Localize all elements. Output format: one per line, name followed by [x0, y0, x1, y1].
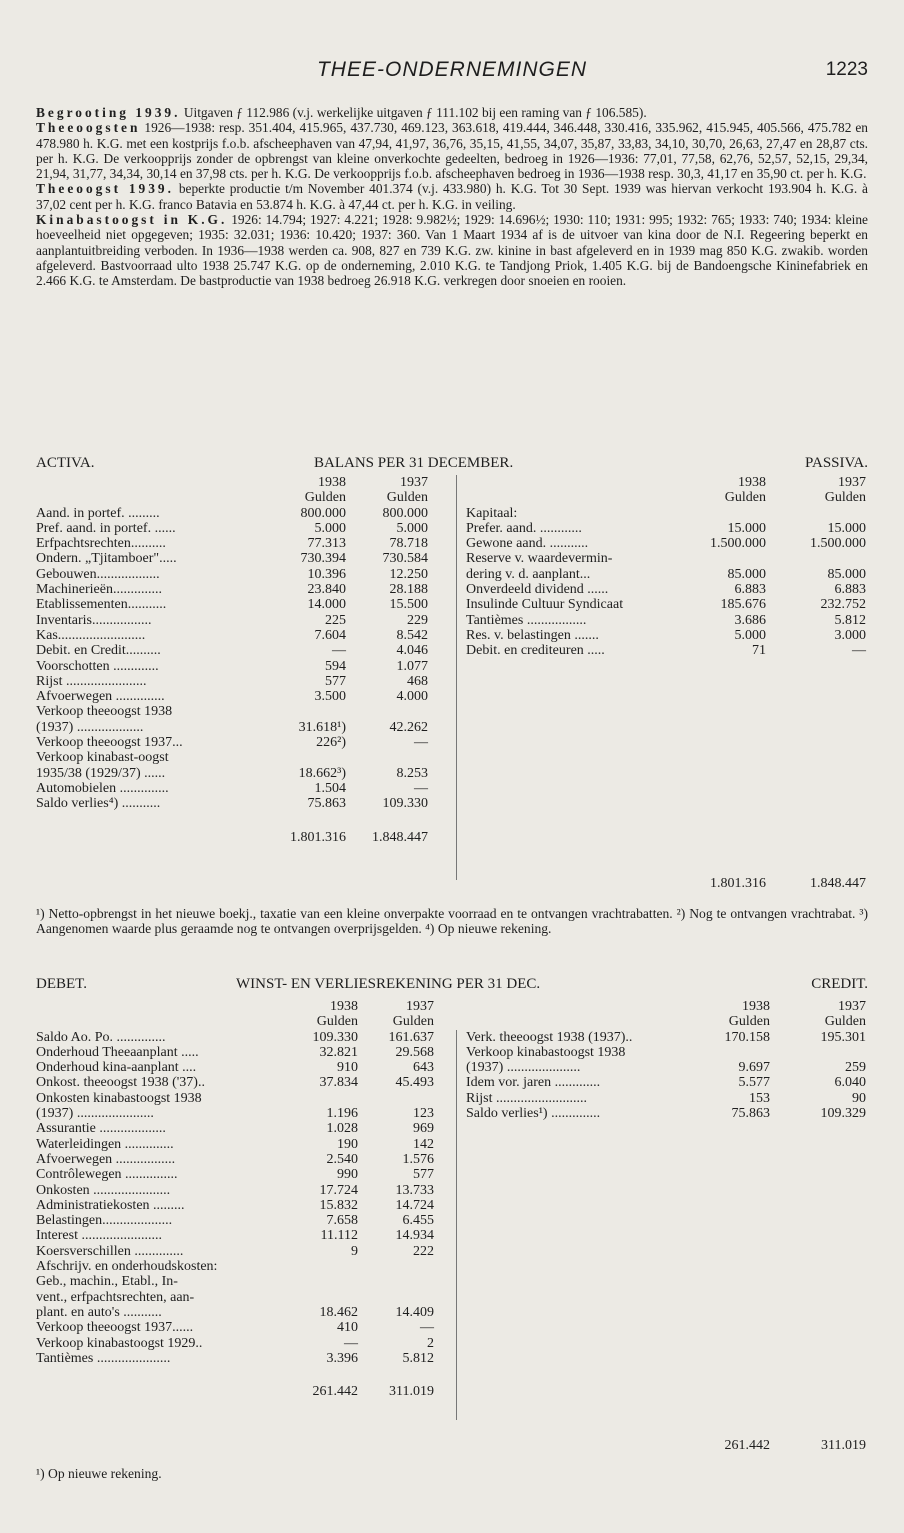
- credit-total: [466, 1438, 868, 1453]
- row-label: Inventaris.................: [36, 612, 152, 628]
- row-label: Verkoop kinabastoogst 1938: [466, 1044, 626, 1060]
- value-1937: 468: [407, 673, 428, 689]
- value-1937: 6.883: [834, 582, 866, 598]
- table-row: [36, 1336, 446, 1351]
- value-1938: 17.724: [319, 1182, 358, 1198]
- table-row: [36, 796, 446, 811]
- table-row: [36, 628, 446, 643]
- table-row: [36, 1305, 446, 1320]
- table-row: [36, 567, 446, 582]
- row-label: Administratiekosten .........: [36, 1197, 185, 1213]
- table-row: [36, 521, 446, 536]
- value-1937: 259: [845, 1060, 866, 1076]
- table-row: [36, 551, 446, 566]
- intro-text: [36, 105, 868, 289]
- value-1938: 410: [337, 1320, 358, 1336]
- paragraph-lead: Kinabastoogst in K.G.: [36, 212, 228, 228]
- table-row: [36, 720, 446, 735]
- paragraph-text: beperkte productie t/m November 401.374 (v.j. 433.980) h. K.G. Tot 30 Sept. 1939 was hiervan verkocht 193.904 h. K.G. à 37,02 cent per h. K.G. franco Batavia en 53.874 h. K.G. à 47,44 ct. per h. K.G. in veiling.: [36, 181, 868, 212]
- year-1938: 1938: [738, 475, 766, 490]
- credit-heading: CREDIT.: [811, 976, 868, 992]
- intro-paragraph: [36, 120, 868, 181]
- wv-title: WINST- EN VERLIESREKENING PER 31 DEC.: [236, 976, 541, 992]
- row-label: Verkoop kinabastoogst 1929..: [36, 1335, 203, 1351]
- table-row: [466, 1060, 868, 1075]
- unit-label: Gulden: [392, 1014, 434, 1030]
- debet-total-row: [36, 1384, 446, 1399]
- year-header-row: [36, 475, 446, 490]
- page-title: THEE-ONDERNEMINGEN: [316, 58, 587, 81]
- total-1937: 1.848.447: [372, 829, 428, 845]
- table-row: [36, 1152, 446, 1167]
- value-1938: 225: [325, 612, 346, 628]
- table-row: [466, 1045, 868, 1060]
- table-row: [36, 597, 446, 612]
- value-1937: 229: [407, 612, 428, 628]
- year-header-row: [36, 999, 446, 1014]
- table-row: [36, 1030, 446, 1045]
- unit-label: Gulden: [386, 490, 428, 506]
- table-row: [466, 506, 868, 521]
- unit-label: Gulden: [824, 1014, 866, 1030]
- row-label: (1937) .....................: [466, 1060, 581, 1076]
- table-row: [36, 582, 446, 597]
- table-row: [466, 521, 868, 536]
- value-1937: 6.455: [402, 1213, 434, 1229]
- value-1938: 10.396: [307, 566, 346, 582]
- value-1937: 15.500: [389, 597, 428, 613]
- table-row: [36, 1351, 446, 1366]
- table-row: [36, 689, 446, 704]
- passiva-total-row: [466, 876, 868, 891]
- row-label: Voorschotten .............: [36, 658, 159, 674]
- row-label: (1937) ......................: [36, 1106, 154, 1122]
- unit-header-row: [36, 490, 446, 505]
- row-label: Erfpachtsrechten..........: [36, 536, 166, 552]
- value-1937: 730.584: [382, 551, 428, 567]
- value-1937: 5.812: [834, 612, 866, 628]
- total-1938: 261.442: [312, 1384, 358, 1400]
- value-1937: 161.637: [388, 1029, 434, 1045]
- unit-header-row: [466, 1014, 868, 1029]
- balans-heading: [36, 456, 868, 474]
- unit-label: Gulden: [316, 1014, 358, 1030]
- value-1938: 1.504: [314, 780, 346, 796]
- total-1938: 261.442: [724, 1438, 770, 1453]
- unit-label: Gulden: [304, 490, 346, 506]
- credit-total-row: [466, 1438, 868, 1453]
- value-1938: 2.540: [326, 1151, 358, 1167]
- value-1938: 109.330: [312, 1029, 358, 1045]
- credit-column: [466, 999, 868, 1121]
- row-label: Waterleidingen ..............: [36, 1136, 174, 1152]
- value-1938: 7.604: [314, 627, 346, 643]
- table-row: [36, 1167, 446, 1182]
- value-1938: 170.158: [724, 1029, 770, 1045]
- value-1937: 8.253: [396, 765, 428, 781]
- row-label: Geb., machin., Etabl., In-: [36, 1274, 178, 1290]
- row-label: Afvoerwegen ..............: [36, 689, 165, 705]
- row-label: Verkoop theeoogst 1937...: [36, 735, 183, 751]
- passiva-rows: [466, 506, 868, 659]
- row-label: Rijst .......................: [36, 673, 147, 689]
- year-1938: 1938: [330, 999, 358, 1014]
- table-row: [36, 1183, 446, 1198]
- value-1937: 5.000: [396, 520, 428, 536]
- activa-heading: ACTIVA.: [36, 455, 95, 471]
- value-1938: 14.000: [307, 597, 346, 613]
- wv-heading: [36, 977, 868, 995]
- value-1937: —: [852, 643, 866, 659]
- value-1938: 153: [749, 1090, 770, 1106]
- table-row: [36, 1259, 446, 1274]
- value-1938: 75.863: [731, 1106, 770, 1122]
- value-1937: 3.000: [834, 627, 866, 643]
- value-1938: 15.832: [319, 1197, 358, 1213]
- value-1938: 226²): [316, 735, 346, 751]
- value-1937: 8.542: [396, 627, 428, 643]
- row-label: Kapitaal:: [466, 505, 518, 521]
- row-label: Afvoerwegen .................: [36, 1151, 176, 1167]
- value-1938: 577: [325, 673, 346, 689]
- credit-rows: [466, 1030, 868, 1122]
- value-1938: 5.000: [314, 520, 346, 536]
- value-1938: 85.000: [727, 566, 766, 582]
- table-row: [36, 659, 446, 674]
- intro-paragraph: [36, 105, 868, 120]
- row-label: Reserve v. waardevermin-: [466, 551, 613, 567]
- value-1937: 12.250: [389, 566, 428, 582]
- table-row: [36, 750, 446, 765]
- row-label: Onkosten kinabastoogst 1938: [36, 1090, 202, 1106]
- passiva-heading: PASSIVA.: [805, 455, 868, 471]
- row-label: Debit. en crediteuren .....: [466, 643, 605, 659]
- passiva-column: [466, 475, 868, 659]
- table-row: [36, 1213, 446, 1228]
- value-1938: 800.000: [300, 505, 346, 521]
- value-1937: 28.188: [389, 582, 428, 598]
- row-label: Verkoop theeoogst 1938: [36, 704, 173, 720]
- year-1937: 1937: [406, 999, 434, 1014]
- paragraph-text: 1926—1938: resp. 351.404, 415.965, 437.730, 469.123, 363.618, 419.444, 346.448, 330.416, 335.962, 415.945, 405.566, 475.782 en 478.980 h. K.G. met een kostprijs f.o.b. afscheephaven van 47,94, 41,97, 36,76, 35,15, 41,55, 34,07, 35,87, 33,83, 34,10, 30,70, 26,63, 27,47 en 28,87 cts. per h. K.G. De verkoopprijs zonder de opbrengst van kleine onverkochte gedeelten, bedroeg in 1926—1936: 77,01, 77,58, 62,76, 52,57, 52,15, 29,34, 21,94, 31,77, 34,34, 30,14 en 37,98 cts. per h. K.G. De verkoopprijs f.o.b. afscheephaven bedroeg in 1936—1938 resp. 30,3, 41,17 en 35,90 ct. per h. K.G.: [36, 120, 868, 182]
- row-label: Res. v. belastingen .......: [466, 627, 599, 643]
- value-1937: 90: [852, 1090, 866, 1106]
- unit-header-row: [36, 1014, 446, 1029]
- value-1938: 185.676: [720, 597, 766, 613]
- row-label: Koersverschillen ..............: [36, 1243, 184, 1259]
- debet-column: [36, 999, 446, 1399]
- row-label: Interest .......................: [36, 1228, 162, 1244]
- value-1938: 990: [337, 1167, 358, 1183]
- row-label: Afschrijv. en onderhoudskosten:: [36, 1259, 218, 1275]
- row-label: 1935/38 (1929/37) ......: [36, 765, 166, 781]
- debet-rows: [36, 1030, 446, 1367]
- row-label: Onderhoud kina-aanplant ....: [36, 1060, 197, 1076]
- value-1937: 42.262: [389, 719, 428, 735]
- row-label: Ondern. „Tjitamboer".....: [36, 551, 177, 567]
- value-1938: 910: [337, 1060, 358, 1076]
- table-row: [36, 1060, 446, 1075]
- value-1938: 5.577: [738, 1075, 770, 1091]
- table-row: [36, 1106, 446, 1121]
- total-1938: 1.801.316: [290, 829, 346, 845]
- table-row: [466, 643, 868, 658]
- page-header: [36, 58, 868, 88]
- balans-footnotes: ¹) Netto-opbrengst in het nieuwe boekj., taxatie van een kleine onverpakte voorraad en te ontvangen vrachtrabatten. ²) Nog te ontvangen vrachtrabat. ³) Aangenomen waarde plus geraamde nog te ontvangen overprijsgelden. ⁴) Op nieuwe rekening.: [36, 906, 868, 937]
- table-row: [36, 781, 446, 796]
- value-1937: 29.568: [395, 1044, 434, 1060]
- value-1937: 5.812: [402, 1350, 434, 1366]
- table-row: [466, 1030, 868, 1045]
- row-label: Saldo verlies⁴) ...........: [36, 796, 161, 812]
- value-1938: 1.500.000: [710, 536, 766, 552]
- intro-paragraph: [36, 212, 868, 288]
- paragraph-text: Uitgaven ƒ 112.986 (v.j. werkelijke uitgaven ƒ 111.102 bij een raming van ƒ 106.585).: [180, 105, 647, 120]
- table-row: [466, 1075, 868, 1090]
- total-1937: 1.848.447: [810, 876, 866, 891]
- row-label: Kas.........................: [36, 627, 146, 643]
- value-1938: 32.821: [319, 1044, 358, 1060]
- value-1937: 123: [413, 1106, 434, 1122]
- wv-footnote: ¹) Op nieuwe rekening.: [36, 1466, 162, 1481]
- debet-heading: DEBET.: [36, 976, 87, 992]
- value-1938: 730.394: [300, 551, 346, 567]
- row-label: Onkost. theeoogst 1938 ('37)..: [36, 1075, 205, 1091]
- activa-total-row: [36, 830, 446, 845]
- table-row: [36, 1274, 446, 1289]
- row-label: Onverdeeld dividend ......: [466, 582, 609, 598]
- value-1938: 9.697: [738, 1060, 770, 1076]
- total-1937: 311.019: [821, 1438, 866, 1453]
- value-1938: 75.863: [307, 796, 346, 812]
- value-1938: 18.462: [319, 1304, 358, 1320]
- row-label: Onderhoud Theeaanplant .....: [36, 1044, 199, 1060]
- table-row: [36, 674, 446, 689]
- value-1937: 969: [413, 1121, 434, 1137]
- table-row: [36, 613, 446, 628]
- value-1938: 9: [351, 1243, 358, 1259]
- paragraph-lead: Theeoogsten: [36, 120, 141, 136]
- value-1937: 15.000: [827, 520, 866, 536]
- table-row: [36, 1228, 446, 1243]
- row-label: Gebouwen..................: [36, 566, 160, 582]
- value-1937: 195.301: [820, 1029, 866, 1045]
- year-1938: 1938: [742, 999, 770, 1014]
- value-1937: 14.934: [395, 1228, 434, 1244]
- balans-title: BALANS PER 31 DECEMBER.: [314, 455, 514, 471]
- row-label: Verk. theeoogst 1938 (1937)..: [466, 1029, 633, 1045]
- table-row: [36, 704, 446, 719]
- table-row: [466, 628, 868, 643]
- value-1938: 3.396: [326, 1350, 358, 1366]
- value-1937: 4.000: [396, 689, 428, 705]
- table-row: [466, 551, 868, 566]
- row-label: Onkosten ......................: [36, 1182, 171, 1198]
- value-1938: 1.028: [326, 1121, 358, 1137]
- paragraph-text: 1926: 14.794; 1927: 4.221; 1928: 9.982½; 1929: 14.696½; 1930: 110; 1931: 995; 1932: 765; 1933: 740; 1934: kleine hoeveelheid niet opgegeven; 1935: 32.031; 1936: 10.420; 1937: 360. Van 1 Maart 1934 af is de uitvoer van kina door de N.I. Regeering beperkt en aanplantuitbreiding verboden. In 1936—1938 werden ca. 908, 827 en 739 K.G. zw. kinine in bast afgeleverd en in 1939 mag 850 K.G. zwakib. worden afgeleverd. Bastvoorraad ulto 1938 25.747 K.G. op de onderneming, 2.010 K.G. te Tandjong Priok, 1.405 K.G. bij de Bandoengsche Kininefabriek en 2.466 K.G. te Amsterdam. De bastproductie van 1938 bedroeg 26.918 K.G. verkregen door snoeien en rooien.: [36, 212, 868, 289]
- row-label: Pref. aand. in portef. ......: [36, 520, 176, 536]
- row-label: Tantièmes .................: [466, 612, 587, 628]
- column-divider: [456, 1030, 457, 1420]
- row-label: Idem vor. jaren .............: [466, 1075, 601, 1091]
- value-1937: —: [420, 1320, 434, 1336]
- row-label: Etablissementen...........: [36, 597, 167, 613]
- year-header-row: [466, 475, 868, 490]
- table-row: [36, 1091, 446, 1106]
- row-label: (1937) ...................: [36, 719, 144, 735]
- value-1938: 77.313: [307, 536, 346, 552]
- row-label: Contrôlewegen ...............: [36, 1167, 178, 1183]
- row-label: Verkoop theeoogst 1937......: [36, 1320, 194, 1336]
- value-1937: 45.493: [395, 1075, 434, 1091]
- row-label: Machinerieën..............: [36, 582, 162, 598]
- value-1938: 3.500: [314, 689, 346, 705]
- value-1938: 594: [325, 658, 346, 674]
- total-1938: 1.801.316: [710, 876, 766, 891]
- row-label: Rijst ..........................: [466, 1090, 587, 1106]
- paragraph-lead: Theeoogst 1939.: [36, 181, 174, 197]
- row-label: dering v. d. aanplant...: [466, 566, 591, 582]
- row-label: Gewone aand. ...........: [466, 536, 589, 552]
- table-row: [36, 1290, 446, 1305]
- table-row: [36, 766, 446, 781]
- year-1937: 1937: [400, 475, 428, 490]
- table-row: [466, 536, 868, 551]
- intro-paragraph: [36, 181, 868, 212]
- value-1937: 78.718: [389, 536, 428, 552]
- value-1937: —: [414, 735, 428, 751]
- value-1937: 4.046: [396, 643, 428, 659]
- value-1938: 23.840: [307, 582, 346, 598]
- value-1937: 222: [413, 1243, 434, 1259]
- value-1937: 14.409: [395, 1304, 434, 1320]
- value-1937: 577: [413, 1167, 434, 1183]
- value-1938: —: [344, 1335, 358, 1351]
- value-1938: 11.112: [320, 1228, 358, 1244]
- table-row: [36, 1320, 446, 1335]
- value-1937: —: [414, 780, 428, 796]
- unit-label: Gulden: [728, 1014, 770, 1030]
- row-label: vent., erfpachtsrechten, aan-: [36, 1289, 195, 1305]
- table-row: [36, 1121, 446, 1136]
- table-row: [36, 735, 446, 750]
- row-label: Assurantie ...................: [36, 1121, 166, 1137]
- value-1938: 1.196: [326, 1106, 358, 1122]
- value-1938: 6.883: [734, 582, 766, 598]
- value-1937: 14.724: [395, 1197, 434, 1213]
- column-divider: [456, 475, 457, 880]
- value-1937: 232.752: [820, 597, 866, 613]
- year-1937: 1937: [838, 999, 866, 1014]
- value-1937: 13.733: [395, 1182, 434, 1198]
- table-row: [466, 1091, 868, 1106]
- unit-label: Gulden: [724, 490, 766, 506]
- row-label: Insulinde Cultuur Syndicaat: [466, 597, 624, 613]
- table-row: [36, 1198, 446, 1213]
- row-label: Automobielen ..............: [36, 780, 169, 796]
- value-1937: 6.040: [834, 1075, 866, 1091]
- value-1937: 1.077: [396, 658, 428, 674]
- value-1938: 18.662³): [298, 765, 346, 781]
- year-header-row: [466, 999, 868, 1014]
- table-row: [466, 597, 868, 612]
- value-1937: 800.000: [382, 505, 428, 521]
- value-1938: 31.618¹): [298, 719, 346, 735]
- row-label: Verkoop kinabast-oogst: [36, 750, 169, 766]
- value-1938: 7.658: [326, 1213, 358, 1229]
- value-1938: 15.000: [727, 520, 766, 536]
- unit-header-row: [466, 490, 868, 505]
- passiva-total: [466, 876, 868, 891]
- value-1938: 3.686: [734, 612, 766, 628]
- row-label: Prefer. aand. ............: [466, 520, 582, 536]
- table-row: [36, 1137, 446, 1152]
- row-label: Belastingen....................: [36, 1213, 173, 1229]
- value-1937: 2: [427, 1335, 434, 1351]
- year-1938: 1938: [318, 475, 346, 490]
- table-row: [36, 1045, 446, 1060]
- table-row: [466, 582, 868, 597]
- table-row: [36, 536, 446, 551]
- row-label: Saldo verlies¹) ..............: [466, 1106, 601, 1122]
- value-1937: 1.500.000: [810, 536, 866, 552]
- page-number: 1223: [825, 59, 868, 80]
- value-1937: 1.576: [402, 1151, 434, 1167]
- value-1938: 37.834: [319, 1075, 358, 1091]
- table-row: [466, 1106, 868, 1121]
- table-row: [36, 643, 446, 658]
- activa-rows: [36, 506, 446, 812]
- row-label: Aand. in portef. .........: [36, 505, 160, 521]
- table-row: [36, 1075, 446, 1090]
- row-label: Tantièmes .....................: [36, 1350, 171, 1366]
- total-1937: 311.019: [389, 1384, 434, 1400]
- value-1937: 643: [413, 1060, 434, 1076]
- value-1937: 109.329: [820, 1106, 866, 1122]
- paragraph-lead: Begrooting 1939.: [36, 105, 181, 120]
- value-1937: 109.330: [382, 796, 428, 812]
- row-label: Saldo Ao. Po. ..............: [36, 1029, 166, 1045]
- value-1938: 71: [752, 643, 766, 659]
- row-label: Debit. en Credit..........: [36, 643, 161, 659]
- value-1937: 142: [413, 1136, 434, 1152]
- value-1938: —: [332, 643, 346, 659]
- table-row: [466, 567, 868, 582]
- year-1937: 1937: [838, 475, 866, 490]
- table-row: [36, 506, 446, 521]
- value-1938: 190: [337, 1136, 358, 1152]
- activa-column: [36, 475, 446, 845]
- unit-label: Gulden: [824, 490, 866, 506]
- value-1937: 85.000: [827, 566, 866, 582]
- table-row: [466, 613, 868, 628]
- table-row: [36, 1244, 446, 1259]
- row-label: plant. en auto's ...........: [36, 1304, 162, 1320]
- value-1938: 5.000: [734, 627, 766, 643]
